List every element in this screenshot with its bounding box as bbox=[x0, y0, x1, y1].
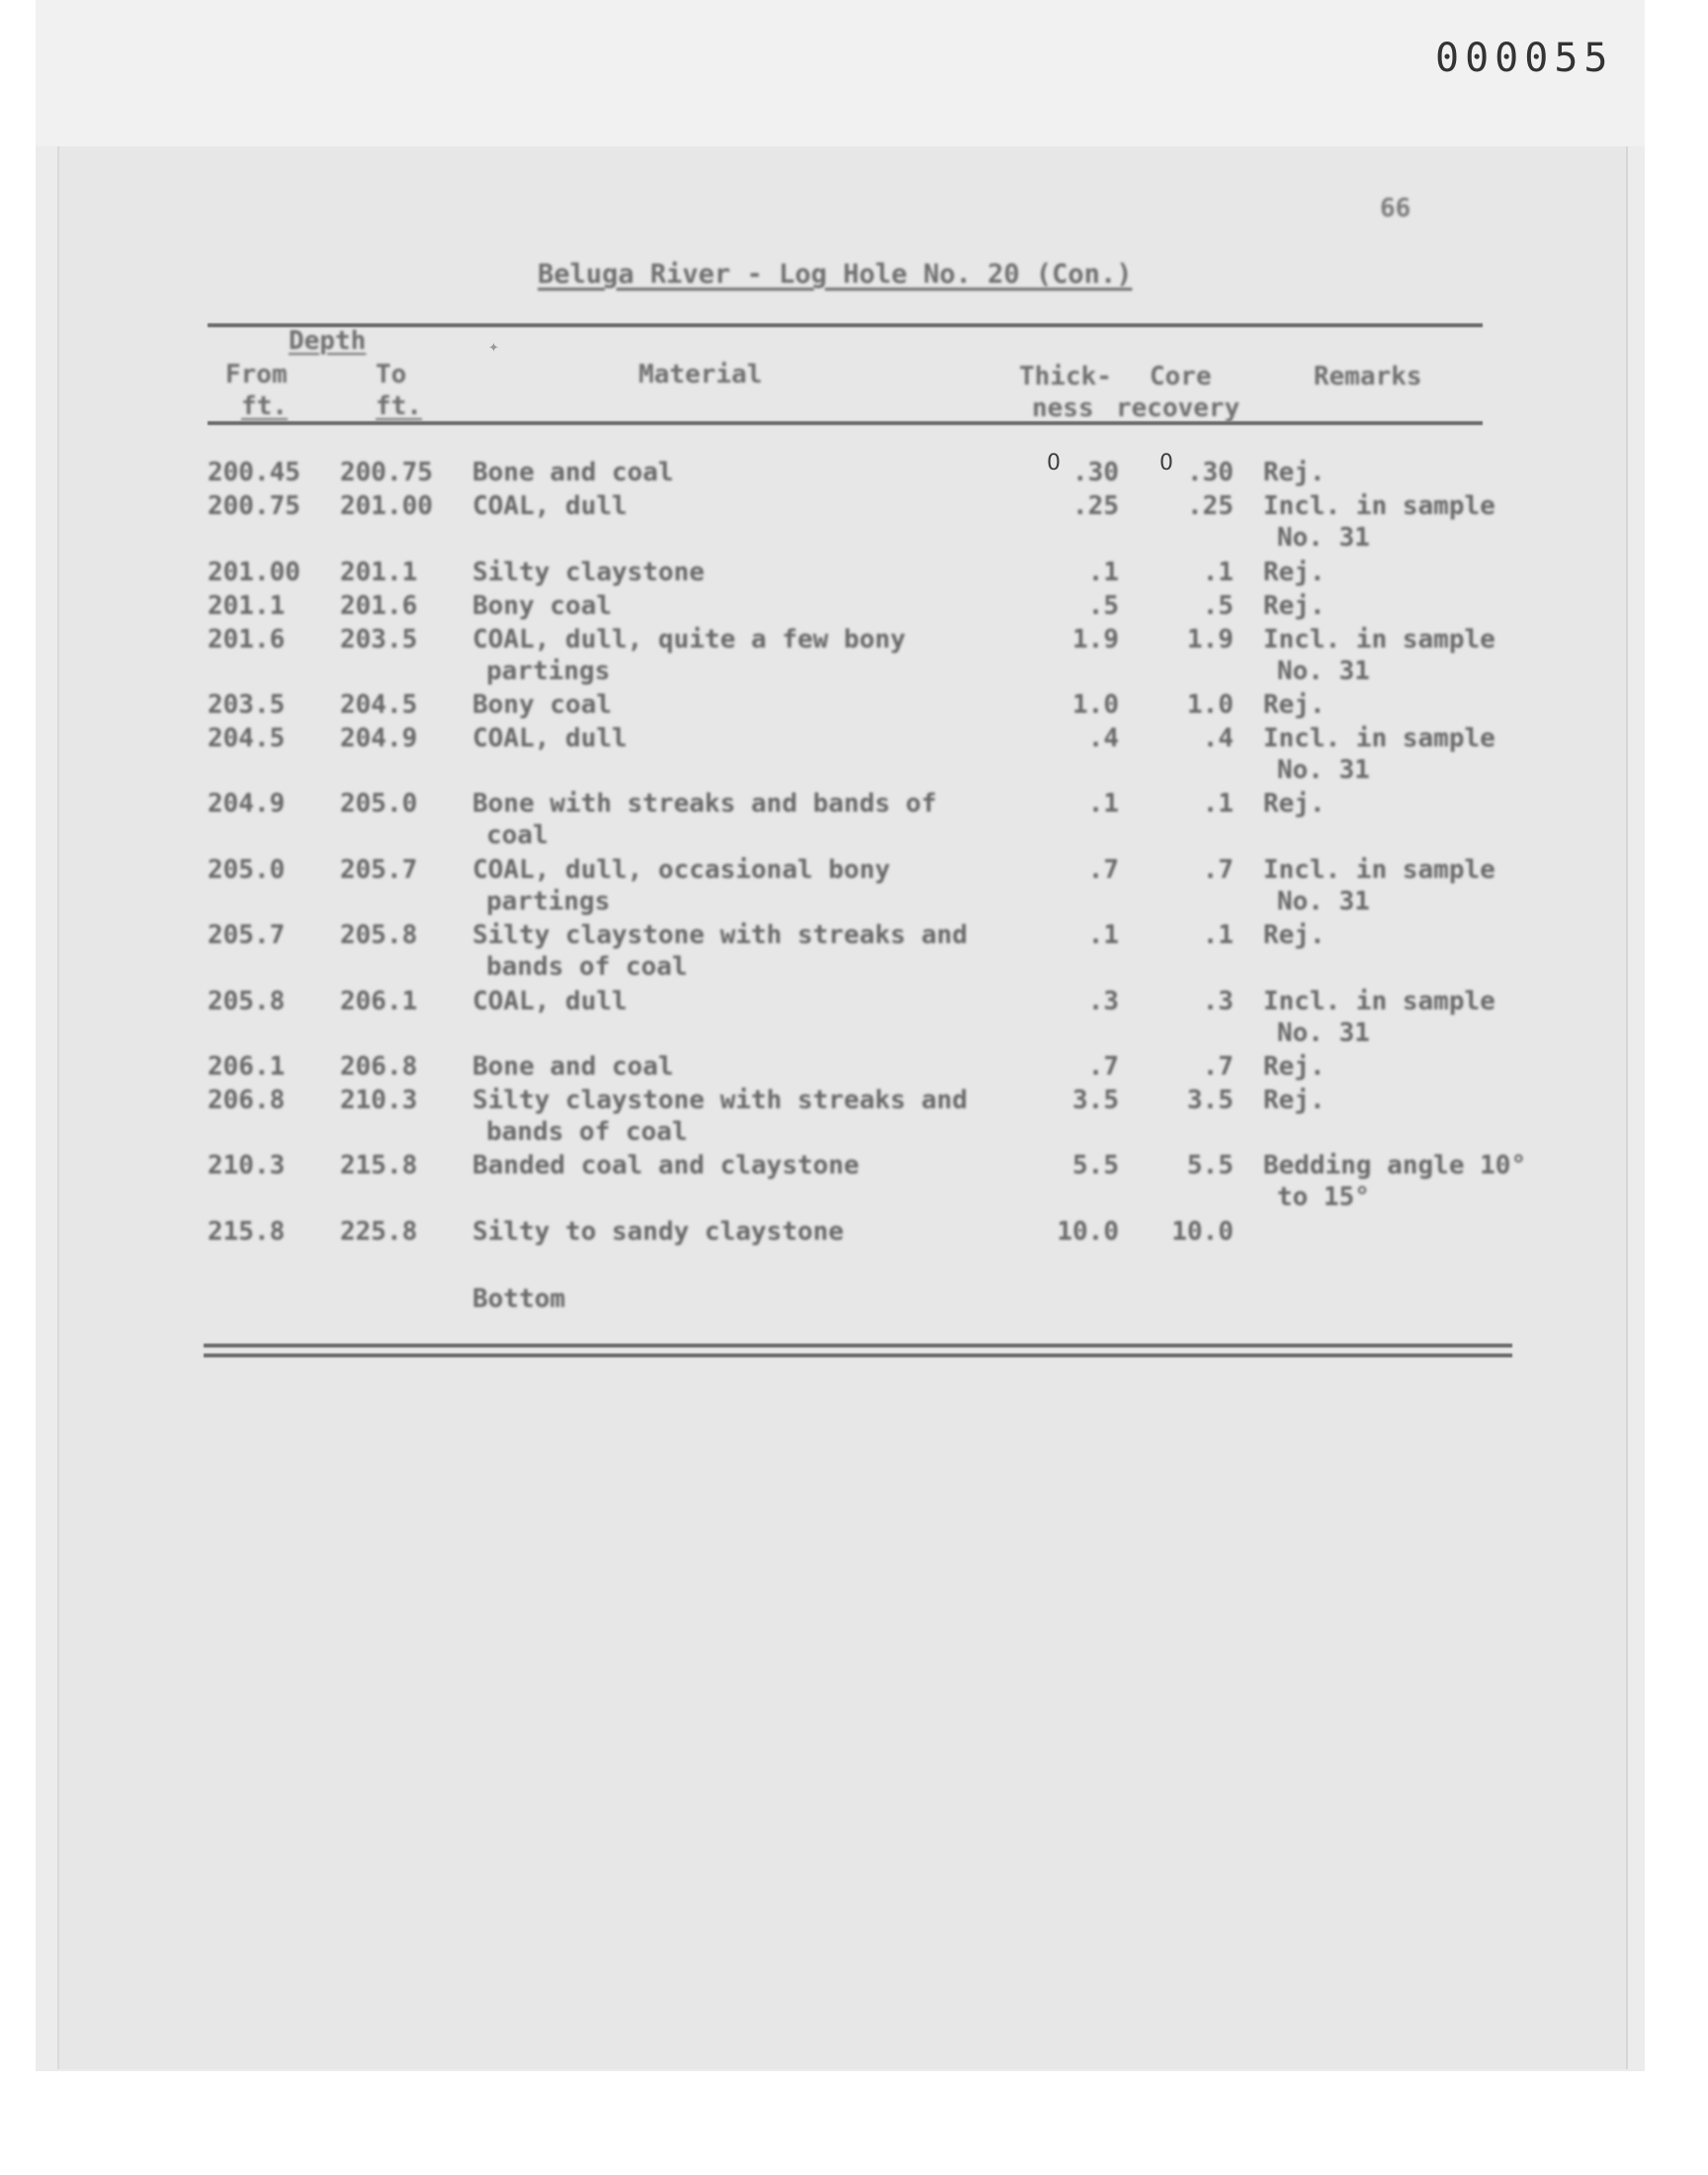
remarks-cell: Rej. bbox=[1263, 1052, 1325, 1082]
depth-to-cell: 201.1 bbox=[340, 558, 418, 587]
thickness-cell: 5.5 bbox=[1072, 1151, 1119, 1180]
remarks-cell: No. 31 bbox=[1277, 523, 1370, 553]
core-recovery-cell: .30 bbox=[1187, 458, 1234, 487]
core-recovery-cell: .3 bbox=[1202, 987, 1234, 1016]
depth-to-cell: 215.8 bbox=[340, 1151, 418, 1180]
depth-from-cell: 200.45 bbox=[208, 458, 300, 487]
to-unit: ft. bbox=[376, 392, 422, 421]
core-recovery-cell: 3.5 bbox=[1187, 1086, 1234, 1115]
from-header: From bbox=[225, 360, 288, 390]
material-cell: Silty claystone with streaks and bbox=[472, 1086, 968, 1115]
material-cell: Silty claystone bbox=[472, 558, 705, 587]
core-recovery-cell: .1 bbox=[1202, 558, 1234, 587]
material-cell: Bone and coal bbox=[472, 458, 674, 487]
thickness-cell: 1.9 bbox=[1072, 625, 1119, 654]
depth-to-cell: 205.0 bbox=[340, 789, 418, 819]
thickness-cell: .7 bbox=[1087, 1052, 1119, 1082]
table-bottom-rule-2 bbox=[204, 1353, 1512, 1357]
thickness-cell: .1 bbox=[1087, 789, 1119, 819]
material-cell: COAL, dull, quite a few bony bbox=[472, 625, 906, 654]
depth-to-cell: 206.8 bbox=[340, 1052, 418, 1082]
remarks-cell: Incl. in sample bbox=[1263, 491, 1495, 521]
depth-from-cell: 201.1 bbox=[208, 591, 286, 621]
document-number: 000055 bbox=[1435, 36, 1614, 81]
depth-from-cell: 206.8 bbox=[208, 1086, 286, 1115]
remarks-cell: Rej. bbox=[1263, 558, 1325, 587]
core-recovery-cell: .25 bbox=[1187, 491, 1234, 521]
thickness-cell: .7 bbox=[1087, 855, 1119, 885]
core-recovery-cell: 1.0 bbox=[1187, 690, 1234, 720]
thickness-header-2: ness bbox=[1032, 393, 1094, 423]
remarks-cell: Incl. in sample bbox=[1263, 855, 1495, 885]
remarks-cell: Rej. bbox=[1263, 1086, 1325, 1115]
core-header-2: recovery bbox=[1116, 393, 1240, 423]
thickness-cell: .1 bbox=[1087, 920, 1119, 950]
remarks-header: Remarks bbox=[1314, 362, 1422, 392]
thickness-header-1: Thick- bbox=[1019, 362, 1112, 392]
material-cell: Bony coal bbox=[472, 591, 612, 621]
core-recovery-cell: .1 bbox=[1202, 920, 1234, 950]
material-cell: partings bbox=[486, 887, 611, 916]
material-cell: bands of coal bbox=[486, 1117, 688, 1147]
thickness-cell: .25 bbox=[1072, 491, 1119, 521]
core-recovery-cell: .4 bbox=[1202, 724, 1234, 753]
material-cell: Bone with streaks and bands of bbox=[472, 789, 937, 819]
remarks-cell: Incl. in sample bbox=[1263, 625, 1495, 654]
depth-from-cell: 201.00 bbox=[208, 558, 300, 587]
material-cell: bands of coal bbox=[486, 952, 688, 982]
material-header: Material bbox=[639, 360, 763, 390]
page-top-strip bbox=[36, 0, 1645, 146]
core-recovery-cell: .5 bbox=[1202, 591, 1234, 621]
core-header-1: Core bbox=[1150, 362, 1212, 392]
bottom-label: Bottom bbox=[472, 1284, 565, 1314]
depth-to-cell: 225.8 bbox=[340, 1217, 418, 1247]
core-recovery-cell: .7 bbox=[1202, 855, 1234, 885]
depth-from-cell: 205.8 bbox=[208, 987, 286, 1016]
depth-to-cell: 203.5 bbox=[340, 625, 418, 654]
thickness-cell: .1 bbox=[1087, 558, 1119, 587]
page-number: 66 bbox=[1380, 194, 1411, 223]
core-recovery-cell: 1.9 bbox=[1187, 625, 1234, 654]
from-unit: ft. bbox=[241, 392, 288, 421]
depth-to-cell: 210.3 bbox=[340, 1086, 418, 1115]
depth-to-cell: 205.7 bbox=[340, 855, 418, 885]
depth-from-cell: 200.75 bbox=[208, 491, 300, 521]
remarks-cell: Rej. bbox=[1263, 458, 1325, 487]
remarks-cell: Rej. bbox=[1263, 591, 1325, 621]
page-title: Beluga River - Log Hole No. 20 (Con.) bbox=[538, 259, 1133, 290]
depth-from-cell: 204.9 bbox=[208, 789, 286, 819]
remarks-cell: to 15° bbox=[1277, 1182, 1370, 1212]
depth-from-cell: 201.6 bbox=[208, 625, 286, 654]
material-cell: Banded coal and claystone bbox=[472, 1151, 860, 1180]
depth-to-cell: 205.8 bbox=[340, 920, 418, 950]
depth-from-cell: 205.7 bbox=[208, 920, 286, 950]
thickness-cell: 10.0 bbox=[1057, 1217, 1119, 1247]
depth-header: Depth bbox=[289, 326, 367, 356]
remarks-cell: No. 31 bbox=[1277, 755, 1370, 785]
thickness-zero-prefix: 0 bbox=[1047, 451, 1061, 476]
remarks-cell: No. 31 bbox=[1277, 656, 1370, 686]
thickness-cell: .5 bbox=[1087, 591, 1119, 621]
material-cell: Bony coal bbox=[472, 690, 612, 720]
material-cell: COAL, dull bbox=[472, 987, 628, 1016]
depth-to-cell: 201.6 bbox=[340, 591, 418, 621]
thickness-cell: 1.0 bbox=[1072, 690, 1119, 720]
depth-from-cell: 206.1 bbox=[208, 1052, 286, 1082]
material-cell: COAL, dull bbox=[472, 491, 628, 521]
header-bottom-rule bbox=[208, 421, 1483, 425]
depth-from-cell: 210.3 bbox=[208, 1151, 286, 1180]
table-top-rule bbox=[208, 323, 1483, 327]
remarks-cell: Bedding angle 10° bbox=[1263, 1151, 1527, 1180]
core-recovery-cell: 10.0 bbox=[1171, 1217, 1234, 1247]
depth-to-cell: 201.00 bbox=[340, 491, 433, 521]
thickness-cell: .30 bbox=[1072, 458, 1119, 487]
depth-from-cell: 215.8 bbox=[208, 1217, 286, 1247]
core-recovery-cell: .7 bbox=[1202, 1052, 1234, 1082]
to-header: To bbox=[376, 360, 407, 390]
material-cell: COAL, dull bbox=[472, 724, 628, 753]
remarks-cell: Incl. in sample bbox=[1263, 987, 1495, 1016]
remarks-cell: Rej. bbox=[1263, 920, 1325, 950]
material-cell: coal bbox=[486, 821, 549, 850]
remarks-cell: No. 31 bbox=[1277, 887, 1370, 916]
core-recovery-cell: .1 bbox=[1202, 789, 1234, 819]
depth-from-cell: 205.0 bbox=[208, 855, 286, 885]
thickness-cell: 3.5 bbox=[1072, 1086, 1119, 1115]
material-cell: Silty to sandy claystone bbox=[472, 1217, 844, 1247]
thickness-cell: .4 bbox=[1087, 724, 1119, 753]
material-cell: COAL, dull, occasional bony bbox=[472, 855, 891, 885]
remarks-cell: Rej. bbox=[1263, 690, 1325, 720]
material-cell: Bone and coal bbox=[472, 1052, 674, 1082]
remarks-cell: No. 31 bbox=[1277, 1018, 1370, 1048]
depth-to-cell: 204.9 bbox=[340, 724, 418, 753]
thickness-cell: .3 bbox=[1087, 987, 1119, 1016]
scan-mark: ✦ bbox=[488, 336, 499, 357]
material-cell: partings bbox=[486, 656, 611, 686]
depth-from-cell: 204.5 bbox=[208, 724, 286, 753]
core-zero-prefix: 0 bbox=[1159, 451, 1173, 476]
core-recovery-cell: 5.5 bbox=[1187, 1151, 1234, 1180]
depth-to-cell: 204.5 bbox=[340, 690, 418, 720]
remarks-cell: Incl. in sample bbox=[1263, 724, 1495, 753]
depth-from-cell: 203.5 bbox=[208, 690, 286, 720]
remarks-cell: Rej. bbox=[1263, 789, 1325, 819]
depth-to-cell: 200.75 bbox=[340, 458, 433, 487]
depth-to-cell: 206.1 bbox=[340, 987, 418, 1016]
table-bottom-rule-1 bbox=[204, 1344, 1512, 1348]
material-cell: Silty claystone with streaks and bbox=[472, 920, 968, 950]
